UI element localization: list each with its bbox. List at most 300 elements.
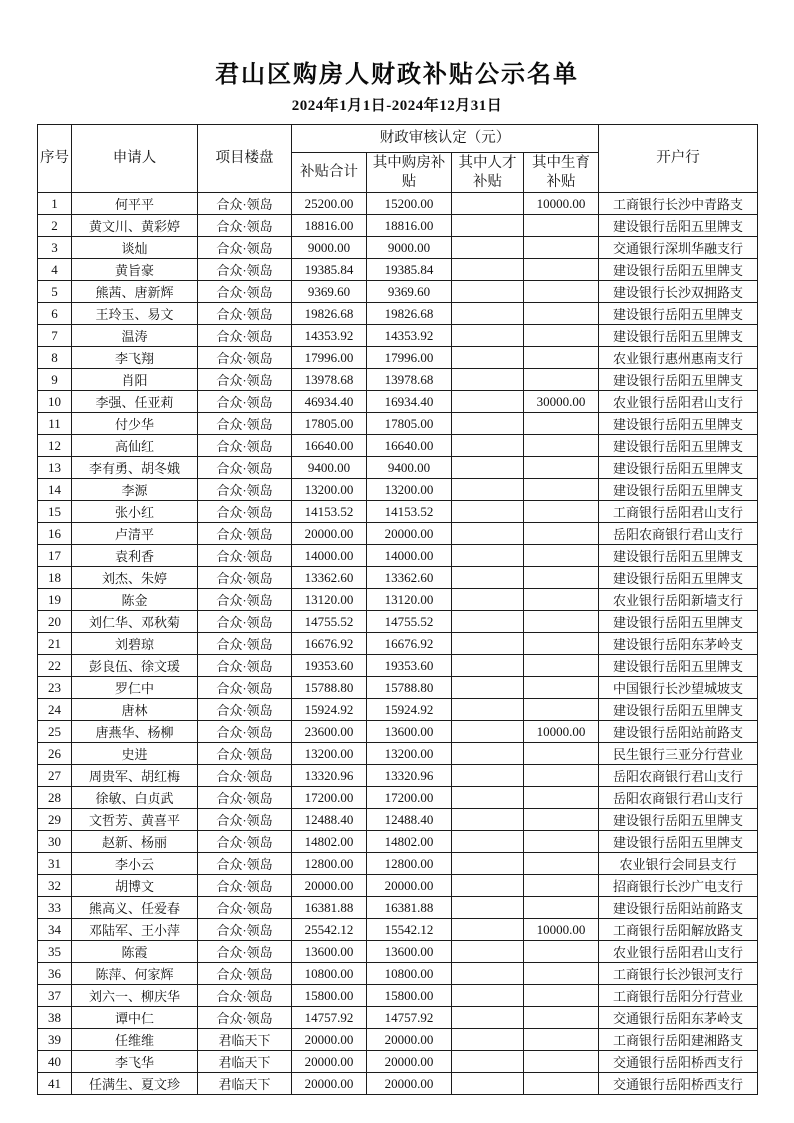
cell-maternity: [524, 941, 599, 963]
table-row: [38, 457, 758, 479]
cell-applicant: 张小红: [72, 501, 198, 523]
cell-project: 合众·领岛: [198, 897, 292, 919]
cell-purchase: 14153.52: [367, 501, 452, 523]
table-row: [38, 677, 758, 699]
cell-index: 28: [38, 787, 72, 809]
cell-purchase: 9369.60: [367, 281, 452, 303]
cell-applicant: 唐林: [72, 699, 198, 721]
cell-applicant: 何平平: [72, 193, 198, 215]
cell-index: 19: [38, 589, 72, 611]
cell-applicant: 付少华: [72, 413, 198, 435]
cell-talent: [452, 941, 524, 963]
cell-subtotal: 16676.92: [292, 633, 367, 655]
cell-subtotal: 17805.00: [292, 413, 367, 435]
cell-purchase: 20000.00: [367, 523, 452, 545]
cell-talent: [452, 193, 524, 215]
cell-subtotal: 13120.00: [292, 589, 367, 611]
cell-talent: [452, 369, 524, 391]
cell-bank: 交通银行深圳华融支行: [599, 237, 758, 259]
cell-applicant: 袁利香: [72, 545, 198, 567]
table-row: [38, 1051, 758, 1073]
cell-subtotal: 19385.84: [292, 259, 367, 281]
cell-purchase: 13320.96: [367, 765, 452, 787]
cell-subtotal: 13978.68: [292, 369, 367, 391]
cell-index: 4: [38, 259, 72, 281]
cell-bank: 工商银行岳阳建湘路支: [599, 1029, 758, 1051]
cell-talent: [452, 677, 524, 699]
cell-project: 合众·领岛: [198, 325, 292, 347]
table-row: [38, 699, 758, 721]
cell-maternity: [524, 831, 599, 853]
cell-project: 合众·领岛: [198, 963, 292, 985]
cell-subtotal: 16640.00: [292, 435, 367, 457]
cell-maternity: [524, 611, 599, 633]
cell-project: 合众·领岛: [198, 479, 292, 501]
cell-subtotal: 18816.00: [292, 215, 367, 237]
cell-purchase: 17996.00: [367, 347, 452, 369]
cell-maternity: [524, 479, 599, 501]
cell-subtotal: 17200.00: [292, 787, 367, 809]
cell-purchase: 13600.00: [367, 941, 452, 963]
cell-maternity: [524, 699, 599, 721]
table-row: [38, 281, 758, 303]
cell-index: 14: [38, 479, 72, 501]
cell-purchase: 16640.00: [367, 435, 452, 457]
table-row: [38, 193, 758, 215]
cell-purchase: 12488.40: [367, 809, 452, 831]
cell-applicant: 李飞华: [72, 1051, 198, 1073]
cell-talent: [452, 347, 524, 369]
cell-project: 合众·领岛: [198, 237, 292, 259]
cell-talent: [452, 655, 524, 677]
cell-project: 合众·领岛: [198, 655, 292, 677]
cell-bank: 建设银行岳阳站前路支: [599, 721, 758, 743]
cell-project: 合众·领岛: [198, 501, 292, 523]
table-row: [38, 259, 758, 281]
cell-maternity: [524, 589, 599, 611]
cell-project: 合众·领岛: [198, 259, 292, 281]
cell-bank: 农业银行岳阳君山支行: [599, 391, 758, 413]
cell-project: 合众·领岛: [198, 743, 292, 765]
cell-purchase: 13120.00: [367, 589, 452, 611]
table-header: [38, 125, 758, 193]
table-row: [38, 743, 758, 765]
table-row: [38, 963, 758, 985]
cell-bank: 建设银行岳阳五里牌支: [599, 567, 758, 589]
cell-talent: [452, 897, 524, 919]
cell-index: 2: [38, 215, 72, 237]
table-row: [38, 347, 758, 369]
cell-talent: [452, 457, 524, 479]
cell-applicant: 熊高义、任爱春: [72, 897, 198, 919]
cell-project: 合众·领岛: [198, 677, 292, 699]
cell-bank: 建设银行岳阳五里牌支: [599, 457, 758, 479]
cell-maternity: [524, 457, 599, 479]
cell-talent: [452, 413, 524, 435]
cell-subtotal: 25542.12: [292, 919, 367, 941]
cell-bank: 工商银行长沙中青路支: [599, 193, 758, 215]
cell-project: 合众·领岛: [198, 523, 292, 545]
cell-applicant: 陈金: [72, 589, 198, 611]
cell-maternity: 10000.00: [524, 919, 599, 941]
cell-project: 合众·领岛: [198, 765, 292, 787]
cell-bank: 建设银行岳阳站前路支: [599, 897, 758, 919]
cell-maternity: [524, 413, 599, 435]
cell-applicant: 胡博文: [72, 875, 198, 897]
cell-subtotal: 20000.00: [292, 1051, 367, 1073]
cell-purchase: 9400.00: [367, 457, 452, 479]
cell-maternity: [524, 545, 599, 567]
cell-project: 君临天下: [198, 1029, 292, 1051]
cell-bank: 建设银行岳阳五里牌支: [599, 655, 758, 677]
cell-purchase: 15542.12: [367, 919, 452, 941]
cell-index: 17: [38, 545, 72, 567]
table-row: [38, 941, 758, 963]
cell-maternity: [524, 523, 599, 545]
cell-project: 合众·领岛: [198, 391, 292, 413]
cell-purchase: 20000.00: [367, 875, 452, 897]
cell-purchase: 20000.00: [367, 1029, 452, 1051]
table-row: [38, 655, 758, 677]
cell-talent: [452, 699, 524, 721]
cell-talent: [452, 391, 524, 413]
cell-applicant: 赵新、杨丽: [72, 831, 198, 853]
cell-talent: [452, 479, 524, 501]
table-row: [38, 919, 758, 941]
header-subtotal: 补贴合计: [292, 153, 367, 193]
cell-talent: [452, 765, 524, 787]
cell-maternity: [524, 325, 599, 347]
cell-bank: 建设银行岳阳五里牌支: [599, 435, 758, 457]
cell-index: 21: [38, 633, 72, 655]
table-row: [38, 611, 758, 633]
cell-bank: 建设银行岳阳五里牌支: [599, 699, 758, 721]
cell-purchase: 19826.68: [367, 303, 452, 325]
cell-subtotal: 9369.60: [292, 281, 367, 303]
cell-subtotal: 14802.00: [292, 831, 367, 853]
cell-applicant: 刘六一、柳庆华: [72, 985, 198, 1007]
cell-talent: [452, 743, 524, 765]
cell-bank: 建设银行岳阳五里牌支: [599, 611, 758, 633]
cell-project: 合众·领岛: [198, 193, 292, 215]
cell-purchase: 14757.92: [367, 1007, 452, 1029]
cell-bank: 农业银行岳阳新墙支行: [599, 589, 758, 611]
cell-talent: [452, 281, 524, 303]
cell-index: 6: [38, 303, 72, 325]
header-maternity: 其中生育补贴: [524, 153, 599, 193]
table-row: [38, 633, 758, 655]
cell-index: 9: [38, 369, 72, 391]
cell-maternity: [524, 567, 599, 589]
cell-applicant: 刘碧琼: [72, 633, 198, 655]
table-row: [38, 787, 758, 809]
cell-bank: 岳阳农商银行君山支行: [599, 523, 758, 545]
cell-talent: [452, 1073, 524, 1095]
cell-talent: [452, 325, 524, 347]
cell-subtotal: 19826.68: [292, 303, 367, 325]
cell-bank: 建设银行岳阳五里牌支: [599, 809, 758, 831]
cell-index: 35: [38, 941, 72, 963]
cell-purchase: 20000.00: [367, 1051, 452, 1073]
cell-maternity: [524, 1029, 599, 1051]
cell-purchase: 16381.88: [367, 897, 452, 919]
cell-purchase: 19385.84: [367, 259, 452, 281]
cell-project: 合众·领岛: [198, 1007, 292, 1029]
cell-purchase: 13978.68: [367, 369, 452, 391]
cell-applicant: 任满生、夏文珍: [72, 1073, 198, 1095]
cell-bank: 建设银行岳阳五里牌支: [599, 259, 758, 281]
cell-subtotal: 15800.00: [292, 985, 367, 1007]
table-row: [38, 215, 758, 237]
cell-talent: [452, 831, 524, 853]
cell-index: 33: [38, 897, 72, 919]
cell-index: 18: [38, 567, 72, 589]
cell-talent: [452, 303, 524, 325]
cell-index: 24: [38, 699, 72, 721]
cell-maternity: 10000.00: [524, 721, 599, 743]
cell-maternity: [524, 501, 599, 523]
cell-applicant: 周贵军、胡红梅: [72, 765, 198, 787]
cell-index: 13: [38, 457, 72, 479]
cell-talent: [452, 215, 524, 237]
cell-subtotal: 9000.00: [292, 237, 367, 259]
cell-project: 合众·领岛: [198, 413, 292, 435]
cell-maternity: [524, 303, 599, 325]
cell-subtotal: 46934.40: [292, 391, 367, 413]
cell-index: 40: [38, 1051, 72, 1073]
cell-applicant: 黄旨豪: [72, 259, 198, 281]
cell-index: 10: [38, 391, 72, 413]
cell-purchase: 15200.00: [367, 193, 452, 215]
cell-subtotal: 14153.52: [292, 501, 367, 523]
cell-index: 20: [38, 611, 72, 633]
table-row: [38, 545, 758, 567]
cell-applicant: 陈霞: [72, 941, 198, 963]
cell-maternity: [524, 259, 599, 281]
cell-talent: [452, 875, 524, 897]
cell-bank: 工商银行岳阳君山支行: [599, 501, 758, 523]
cell-talent: [452, 633, 524, 655]
cell-maternity: [524, 237, 599, 259]
cell-maternity: [524, 985, 599, 1007]
cell-purchase: 14353.92: [367, 325, 452, 347]
cell-project: 合众·领岛: [198, 699, 292, 721]
cell-bank: 建设银行岳阳五里牌支: [599, 369, 758, 391]
table-row: [38, 1007, 758, 1029]
cell-subtotal: 20000.00: [292, 1029, 367, 1051]
cell-bank: 工商银行长沙银河支行: [599, 963, 758, 985]
cell-subtotal: 20000.00: [292, 523, 367, 545]
cell-maternity: [524, 347, 599, 369]
cell-bank: 工商银行岳阳解放路支: [599, 919, 758, 941]
page-title: 君山区购房人财政补贴公示名单: [215, 62, 579, 88]
cell-applicant: 谭中仁: [72, 1007, 198, 1029]
cell-bank: 建设银行岳阳五里牌支: [599, 325, 758, 347]
cell-index: 29: [38, 809, 72, 831]
cell-applicant: 李飞翔: [72, 347, 198, 369]
cell-project: 合众·领岛: [198, 281, 292, 303]
cell-purchase: 9000.00: [367, 237, 452, 259]
cell-project: 合众·领岛: [198, 787, 292, 809]
cell-index: 5: [38, 281, 72, 303]
table-row: [38, 1073, 758, 1095]
cell-project: 合众·领岛: [198, 809, 292, 831]
cell-talent: [452, 523, 524, 545]
table-row: [38, 413, 758, 435]
cell-index: 25: [38, 721, 72, 743]
table-row: [38, 765, 758, 787]
cell-bank: 建设银行岳阳五里牌支: [599, 303, 758, 325]
cell-purchase: 20000.00: [367, 1073, 452, 1095]
cell-applicant: 肖阳: [72, 369, 198, 391]
cell-subtotal: 13320.96: [292, 765, 367, 787]
cell-project: 合众·领岛: [198, 985, 292, 1007]
cell-maternity: [524, 875, 599, 897]
cell-applicant: 谈灿: [72, 237, 198, 259]
cell-talent: [452, 545, 524, 567]
cell-applicant: 黄文川、黄彩婷: [72, 215, 198, 237]
header-project: 项目楼盘: [198, 125, 292, 193]
cell-maternity: [524, 897, 599, 919]
cell-project: 合众·领岛: [198, 633, 292, 655]
cell-maternity: [524, 633, 599, 655]
cell-talent: [452, 721, 524, 743]
cell-bank: 建设银行岳阳五里牌支: [599, 215, 758, 237]
cell-talent: [452, 1029, 524, 1051]
cell-subtotal: 15924.92: [292, 699, 367, 721]
cell-maternity: [524, 215, 599, 237]
cell-purchase: 17805.00: [367, 413, 452, 435]
cell-talent: [452, 985, 524, 1007]
cell-index: 27: [38, 765, 72, 787]
cell-bank: 岳阳农商银行君山支行: [599, 787, 758, 809]
cell-bank: 农业银行会同县支行: [599, 853, 758, 875]
cell-purchase: 10800.00: [367, 963, 452, 985]
cell-applicant: 李源: [72, 479, 198, 501]
cell-index: 31: [38, 853, 72, 875]
cell-index: 7: [38, 325, 72, 347]
cell-index: 41: [38, 1073, 72, 1095]
cell-applicant: 徐敏、白贞武: [72, 787, 198, 809]
cell-applicant: 任维维: [72, 1029, 198, 1051]
cell-maternity: [524, 677, 599, 699]
cell-applicant: 李强、任亚莉: [72, 391, 198, 413]
table-row: [38, 589, 758, 611]
cell-maternity: [524, 853, 599, 875]
cell-bank: 工商银行岳阳分行营业: [599, 985, 758, 1007]
header-purchase: 其中购房补贴: [367, 153, 452, 193]
table-row: [38, 875, 758, 897]
cell-index: 32: [38, 875, 72, 897]
cell-subtotal: 12488.40: [292, 809, 367, 831]
cell-index: 38: [38, 1007, 72, 1029]
cell-index: 34: [38, 919, 72, 941]
table-row: [38, 831, 758, 853]
cell-bank: 交通银行岳阳东茅岭支: [599, 1007, 758, 1029]
cell-subtotal: 15788.80: [292, 677, 367, 699]
cell-bank: 招商银行长沙广电支行: [599, 875, 758, 897]
cell-purchase: 17200.00: [367, 787, 452, 809]
cell-maternity: [524, 281, 599, 303]
table-row: [38, 325, 758, 347]
cell-project: 合众·领岛: [198, 721, 292, 743]
cell-bank: 民生银行三亚分行营业: [599, 743, 758, 765]
cell-project: 君临天下: [198, 1051, 292, 1073]
cell-index: 12: [38, 435, 72, 457]
cell-project: 合众·领岛: [198, 303, 292, 325]
cell-applicant: 彭良伍、徐文瑗: [72, 655, 198, 677]
cell-purchase: 13600.00: [367, 721, 452, 743]
cell-project: 合众·领岛: [198, 919, 292, 941]
cell-purchase: 14802.00: [367, 831, 452, 853]
cell-purchase: 15800.00: [367, 985, 452, 1007]
cell-talent: [452, 259, 524, 281]
cell-applicant: 邓陆军、王小萍: [72, 919, 198, 941]
cell-applicant: 李有勇、胡冬娥: [72, 457, 198, 479]
cell-purchase: 13200.00: [367, 479, 452, 501]
cell-index: 8: [38, 347, 72, 369]
cell-applicant: 高仙红: [72, 435, 198, 457]
cell-project: 合众·领岛: [198, 369, 292, 391]
cell-bank: 建设银行岳阳五里牌支: [599, 831, 758, 853]
cell-index: 23: [38, 677, 72, 699]
cell-maternity: [524, 655, 599, 677]
cell-project: 合众·领岛: [198, 875, 292, 897]
cell-subtotal: 19353.60: [292, 655, 367, 677]
cell-subtotal: 10800.00: [292, 963, 367, 985]
cell-maternity: [524, 765, 599, 787]
cell-applicant: 罗仁中: [72, 677, 198, 699]
cell-subtotal: 17996.00: [292, 347, 367, 369]
cell-subtotal: 14755.52: [292, 611, 367, 633]
cell-bank: 交通银行岳阳桥西支行: [599, 1073, 758, 1095]
cell-bank: 农业银行岳阳君山支行: [599, 941, 758, 963]
cell-talent: [452, 787, 524, 809]
cell-subtotal: 9400.00: [292, 457, 367, 479]
table-row: [38, 391, 758, 413]
cell-applicant: 熊茜、唐新辉: [72, 281, 198, 303]
cell-talent: [452, 237, 524, 259]
cell-purchase: 18816.00: [367, 215, 452, 237]
table-row: [38, 303, 758, 325]
cell-subtotal: 14353.92: [292, 325, 367, 347]
cell-subtotal: 20000.00: [292, 1073, 367, 1095]
cell-index: 15: [38, 501, 72, 523]
cell-subtotal: 14000.00: [292, 545, 367, 567]
cell-purchase: 14755.52: [367, 611, 452, 633]
cell-bank: 建设银行岳阳五里牌支: [599, 413, 758, 435]
cell-subtotal: 14757.92: [292, 1007, 367, 1029]
header-talent: 其中人才补贴: [452, 153, 524, 193]
cell-talent: [452, 853, 524, 875]
cell-project: 君临天下: [198, 1073, 292, 1095]
cell-project: 合众·领岛: [198, 457, 292, 479]
cell-project: 合众·领岛: [198, 831, 292, 853]
cell-maternity: 30000.00: [524, 391, 599, 413]
cell-maternity: [524, 1073, 599, 1095]
cell-maternity: [524, 369, 599, 391]
cell-index: 37: [38, 985, 72, 1007]
table-row: [38, 1029, 758, 1051]
cell-project: 合众·领岛: [198, 435, 292, 457]
cell-talent: [452, 963, 524, 985]
table-row: [38, 853, 758, 875]
cell-index: 3: [38, 237, 72, 259]
cell-subtotal: 13200.00: [292, 743, 367, 765]
table-row: [38, 567, 758, 589]
cell-project: 合众·领岛: [198, 941, 292, 963]
cell-talent: [452, 589, 524, 611]
